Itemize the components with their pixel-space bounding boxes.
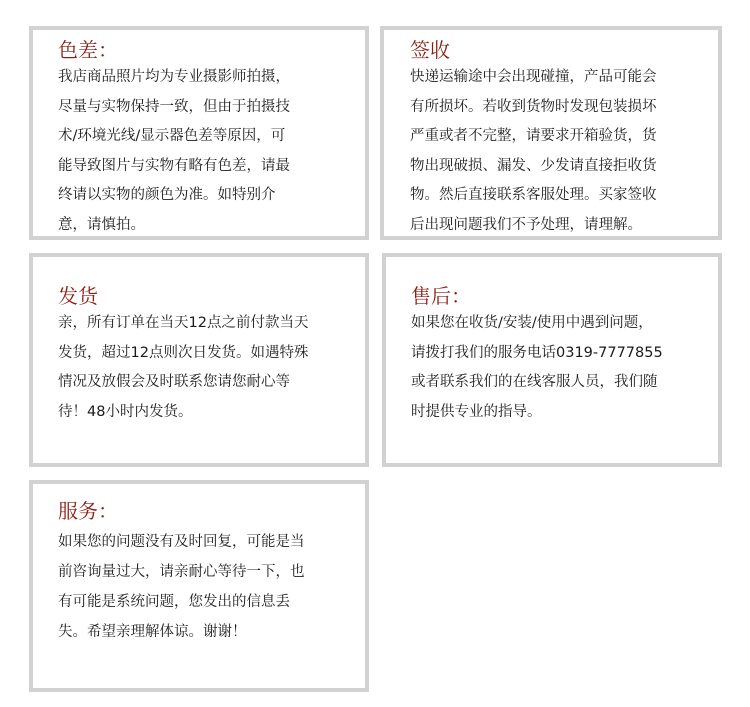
sign-receipt-title: 签收 — [410, 38, 450, 62]
shipping-title: 发货 — [58, 284, 98, 308]
text-line: 待！48小时内发货。 — [58, 403, 193, 420]
color-difference-text — [58, 63, 290, 240]
after-sales-card — [382, 253, 722, 467]
text-line: 有所损坏。若收到货物时发现包装损坏 — [410, 98, 657, 115]
text-line: 发货，超过12点则次日发货。如遇特殊 — [58, 344, 309, 361]
sign-receipt-card — [380, 26, 722, 240]
text-line: 情况及放假会及时联系您请您耐心等 — [58, 374, 290, 390]
shipping-text — [58, 309, 308, 427]
sign-receipt-text — [410, 63, 657, 240]
text-line: 严重或者不完整，请要求开箱验货，货 — [410, 128, 657, 144]
text-line: 快递运输途中会出现碰撞，产品可能会 — [410, 69, 657, 85]
after-sales-title: 售后： — [411, 284, 471, 308]
text-line: 尽量与实物保持一致，但由于拍摄技 — [58, 98, 290, 115]
text-line: 终请以实物的颜色为准。如特别介 — [58, 187, 276, 203]
text-line: 有可能是系统问题，您发出的信息丢 — [58, 594, 290, 610]
text-line: 如果您在收货/安装/使用中遇到问题， — [411, 315, 653, 331]
text-line: 物出现破损、漏发、少发请直接拒收货 — [410, 157, 657, 174]
text-line: 如果您的问题没有及时回复，可能是当 — [58, 534, 305, 550]
text-line: 前咨询量过大，请亲耐心等待一下，也 — [58, 564, 305, 580]
text-line: 能导致图片与实物有略有色差，请最 — [58, 157, 290, 174]
text-line: 物。然后直接联系客服处理。买家签收 — [410, 187, 657, 203]
text-line: 后出现问题我们不予处理，请理解。 — [410, 216, 642, 233]
text-line: 我店商品照片均为专业摄影师拍摄， — [58, 69, 290, 85]
text-line: 术/环境光线/显示器色差等原因，可 — [58, 128, 286, 144]
service-text — [58, 527, 305, 647]
color-difference-card — [29, 26, 369, 240]
after-sales-text — [411, 309, 663, 427]
color-difference-title: 色差： — [58, 38, 118, 62]
service-card — [29, 480, 369, 692]
text-line: 时提供专业的指导。 — [411, 403, 542, 420]
text-line: 请拨打我们的服务电话0319-7777855 — [411, 344, 663, 361]
text-line: 或者联系我们的在线客服人员，我们随 — [411, 374, 658, 390]
text-line: 亲，所有订单在当天12点之前付款当天 — [58, 315, 309, 331]
shipping-card — [29, 253, 369, 467]
service-title: 服务： — [58, 499, 118, 523]
text-line: 失。希望亲理解体谅。谢谢！ — [58, 624, 247, 640]
text-line: 意，请慎拍。 — [58, 216, 145, 233]
